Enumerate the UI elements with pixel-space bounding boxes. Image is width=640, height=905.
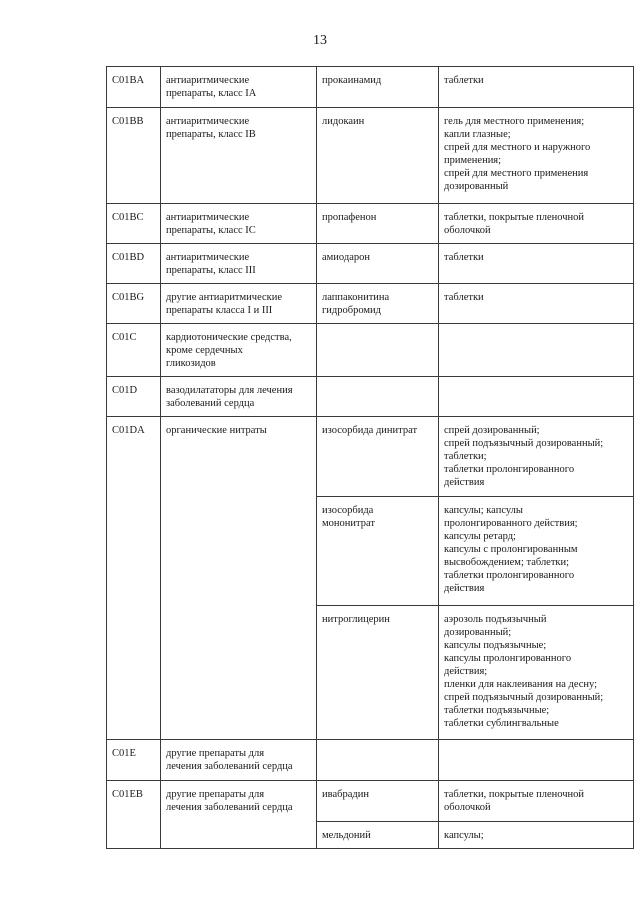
- drug-name: [317, 377, 439, 417]
- group-name: кардиотонические средства, кроме сердечных гликозидов: [161, 324, 317, 377]
- atc-code: C01BA: [107, 67, 161, 108]
- dosage-form: таблетки: [439, 244, 634, 284]
- drug-name: ивабрадин: [317, 781, 439, 822]
- group-name: антиаритмические препараты, класс IA: [161, 67, 317, 108]
- dosage-form: спрей дозированный; спрей подъязычный дозированный; таблетки; таблетки пролонгированного действия: [439, 417, 634, 497]
- drug-name: [317, 740, 439, 781]
- drug-name: нитроглицерин: [317, 606, 439, 740]
- dosage-form: капсулы;: [439, 822, 634, 849]
- group-name: органические нитраты: [161, 417, 317, 740]
- table-row: [107, 204, 634, 244]
- drug-name: прокаинамид: [317, 67, 439, 108]
- drug-table: [106, 66, 634, 849]
- drug-name: пропафенон: [317, 204, 439, 244]
- dosage-form: [439, 377, 634, 417]
- dosage-form: таблетки: [439, 67, 634, 108]
- group-name: антиаритмические препараты, класс IC: [161, 204, 317, 244]
- drug-name: изосорбида динитрат: [317, 417, 439, 497]
- atc-code: C01BC: [107, 204, 161, 244]
- drug-name: изосорбида мононитрат: [317, 497, 439, 606]
- dosage-form: капсулы; капсулы пролонгированного действия; капсулы ретард; капсулы с пролонгированным высвобождением; таблетки; таблетки пролонгированного действия: [439, 497, 634, 606]
- atc-code: C01C: [107, 324, 161, 377]
- drug-name: амиодарон: [317, 244, 439, 284]
- drug-name: [317, 324, 439, 377]
- group-name: другие препараты для лечения заболеваний сердца: [161, 740, 317, 781]
- dosage-form: гель для местного применения; капли глазные; спрей для местного и наружного применения; спрей для местного применения дозированный: [439, 108, 634, 204]
- dosage-form: [439, 740, 634, 781]
- group-name: другие препараты для лечения заболеваний сердца: [161, 781, 317, 849]
- atc-code: C01BG: [107, 284, 161, 324]
- group-name: вазодилататоры для лечения заболеваний сердца: [161, 377, 317, 417]
- table-row: [107, 67, 634, 108]
- table-row: [107, 417, 634, 497]
- group-name: антиаритмические препараты, класс III: [161, 244, 317, 284]
- atc-code: C01BD: [107, 244, 161, 284]
- dosage-form: таблетки, покрытые пленочной оболочкой: [439, 204, 634, 244]
- table-row: [107, 781, 634, 822]
- table-row: [107, 377, 634, 417]
- atc-code: C01D: [107, 377, 161, 417]
- page-number: 13: [313, 33, 327, 48]
- drug-name: лидокаин: [317, 108, 439, 204]
- atc-code: C01BB: [107, 108, 161, 204]
- dosage-form: таблетки: [439, 284, 634, 324]
- dosage-form: таблетки, покрытые пленочной оболочкой: [439, 781, 634, 822]
- group-name: антиаритмические препараты, класс IB: [161, 108, 317, 204]
- atc-code: C01E: [107, 740, 161, 781]
- table-row: [107, 740, 634, 781]
- table-row: [107, 284, 634, 324]
- dosage-form: [439, 324, 634, 377]
- table-row: [107, 108, 634, 204]
- table-row: [107, 244, 634, 284]
- drug-name: мельдоний: [317, 822, 439, 849]
- drug-name: лаппаконитина гидробромид: [317, 284, 439, 324]
- table-row: [107, 324, 634, 377]
- atc-code: C01EB: [107, 781, 161, 849]
- group-name: другие антиаритмические препараты класса I и III: [161, 284, 317, 324]
- dosage-form: аэрозоль подъязычный дозированный; капсулы подъязычные; капсулы пролонгированного действия; пленки для наклеивания на десну; спрей подъязычный дозированный; таблетки подъязычные; таблетки сублингвальные: [439, 606, 634, 740]
- atc-code: C01DA: [107, 417, 161, 740]
